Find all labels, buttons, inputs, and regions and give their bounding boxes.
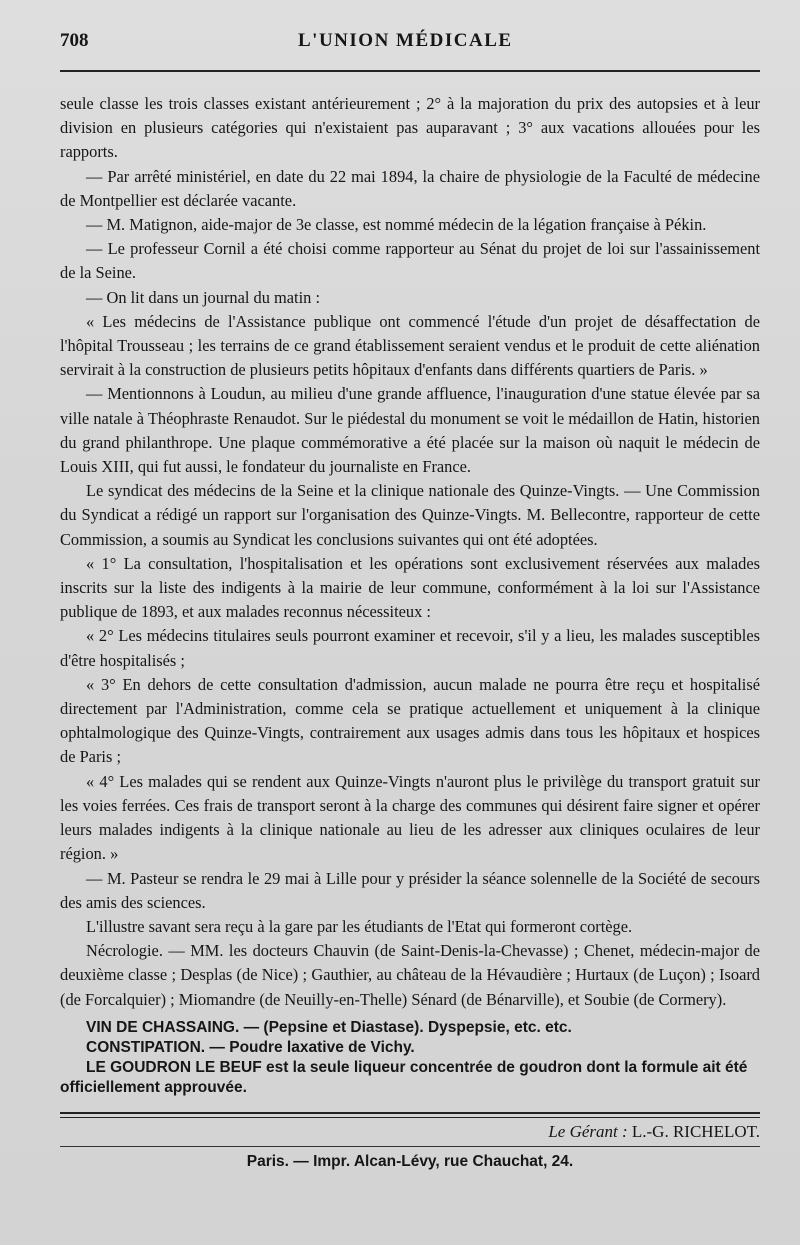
paragraph: « 3° En dehors de cette consultation d'admission, aucun malade ne pourra être reçu et hospitalisé directement par l'Administration, comme cela se pratique actuellement et uniquement à la clinique ophtalmologique des Quinze-Vingts, contrairement aux usages admis dans tous les hôpitaux et hospices de Paris ; [60,674,760,767]
header-rule [60,70,760,72]
paragraph: L'illustre savant sera reçu à la gare par les étudiants de l'Etat qui formeront cortège. [86,916,633,936]
paragraph: seule classe les trois classes existant antérieurement ; 2° à la majoration du prix des autopsies et à leur division en plusieurs catégories qui n'existaient pas auparavant ; 3° aux vacations allouées pour les rapports. [60,94,760,162]
necrologie-paragraph: Nécrologie. — MM. les docteurs Chauvin (de Saint-Denis-la-Chevasse) ; Chenet, médecin-major de deuxième classe ; Desplas (de Nice) ; Gauthier, au château de la Hévaudière ; Hurtaux (de Luçon) ; Isoard (de Forcalquier) ; Miomandre (de Neuilly-en-Thelle) Sénard (de Bénarville), et Soubie (de Cormery). [60,941,760,1009]
gerant-signature [60,1122,760,1142]
paragraph: — Le professeur Cornil a été choisi comme rapporteur au Sénat du projet de loi sur l'assainissement de la Seine. [60,239,760,283]
page-header [60,30,760,64]
advertisement: CONSTIPATION. — Poudre laxative de Vichy. [86,1038,415,1056]
paragraph: — Mentionnons à Loudun, au milieu d'une grande affluence, l'inauguration d'une statue élevée par sa ville natale à Théophraste Renaudot. Sur le piédestal du monument se voit le médaillon de Hatin, historien du grand philanthrope. Une plaque commémorative a été placée sur la maison où naquit le médecin de Louis XIII, qui fut aussi, le fondateur du journaliste en France. [60,384,760,477]
printer-imprint: Paris. — Impr. Alcan-Lévy, rue Chauchat, 24. [246,1152,574,1170]
paragraph: — Par arrêté ministériel, en date du 22 mai 1894, la chaire de physiologie de la Faculté de médecine de Montpellier est déclarée vacante. [60,166,760,210]
paragraph: « Les médecins de l'Assistance publique ont commencé l'étude d'un projet de désaffectation de l'hôpital Trousseau ; les terrains de ce grand établissement seraient vendus et le produit de cette aliénation servirait à la construction de plusieurs petits hôpitaux d'enfants dans différents quartiers de Paris. » [60,311,760,380]
paragraph: — M. Matignon, aide-major de 3e classe, est nommé médecin de la légation française à Pékin. [86,215,707,235]
article-body [60,92,760,1012]
advertisement: VIN DE CHASSAING. — (Pepsine et Diastase). Dyspepsie, etc. etc. [86,1018,572,1036]
paragraph: — On lit dans un journal du matin : [86,287,320,307]
paragraph: « 1° La consultation, l'hospitalisation et les opérations sont exclusivement réservées aux malades inscrits sur la liste des indigents à la mairie de leur commune, conformément à la loi sur l'Assistance publique de 1893, et aux malades reconnus nécessiteux : [60,553,760,622]
footer-rule [60,1112,760,1118]
paragraph: « 2° Les médecins titulaires seuls pourront examiner et recevoir, s'il y a lieu, les malades susceptibles d'être hospitalisés ; [60,626,760,670]
syndicat-paragraph: Le syndicat des médecins de la Seine et la clinique nationale des Quinze-Vingts. — Une Commission du Syndicat a rédigé un rapport sur l'organisation des Quinze-Vingts. M. Bellecontre, rapporteur de cette Commission, a soumis au Syndicat les conclusions suivantes qui ont été adoptées. [60,481,760,549]
imprint-rule [60,1146,760,1147]
paragraph: « 4° Les malades qui se rendent aux Quinze-Vingts n'auront plus le privilège du transport gratuit sur les voies ferrées. Ces frais de transport seront à la charge des communes qui désirent faire signer et opérer leurs malades indigents à la clinique nationale au lieu de les adresser aux cliniques oculaires de leur région. » [60,771,760,864]
page-number: 708 [60,30,89,51]
gerant-label: Le Gérant : [548,1121,632,1141]
gerant-name: L.-G. RICHELOT. [631,1121,760,1141]
paragraph: — M. Pasteur se rendra le 29 mai à Lille pour y présider la séance solennelle de la Société de secours des amis des sciences. [60,868,760,912]
advertisement: LE GOUDRON LE BEUF est la seule liqueur concentrée de goudron dont la formule ait été officiellement approuvée. [60,1058,748,1096]
running-title: L'UNION MÉDICALE [298,30,513,51]
